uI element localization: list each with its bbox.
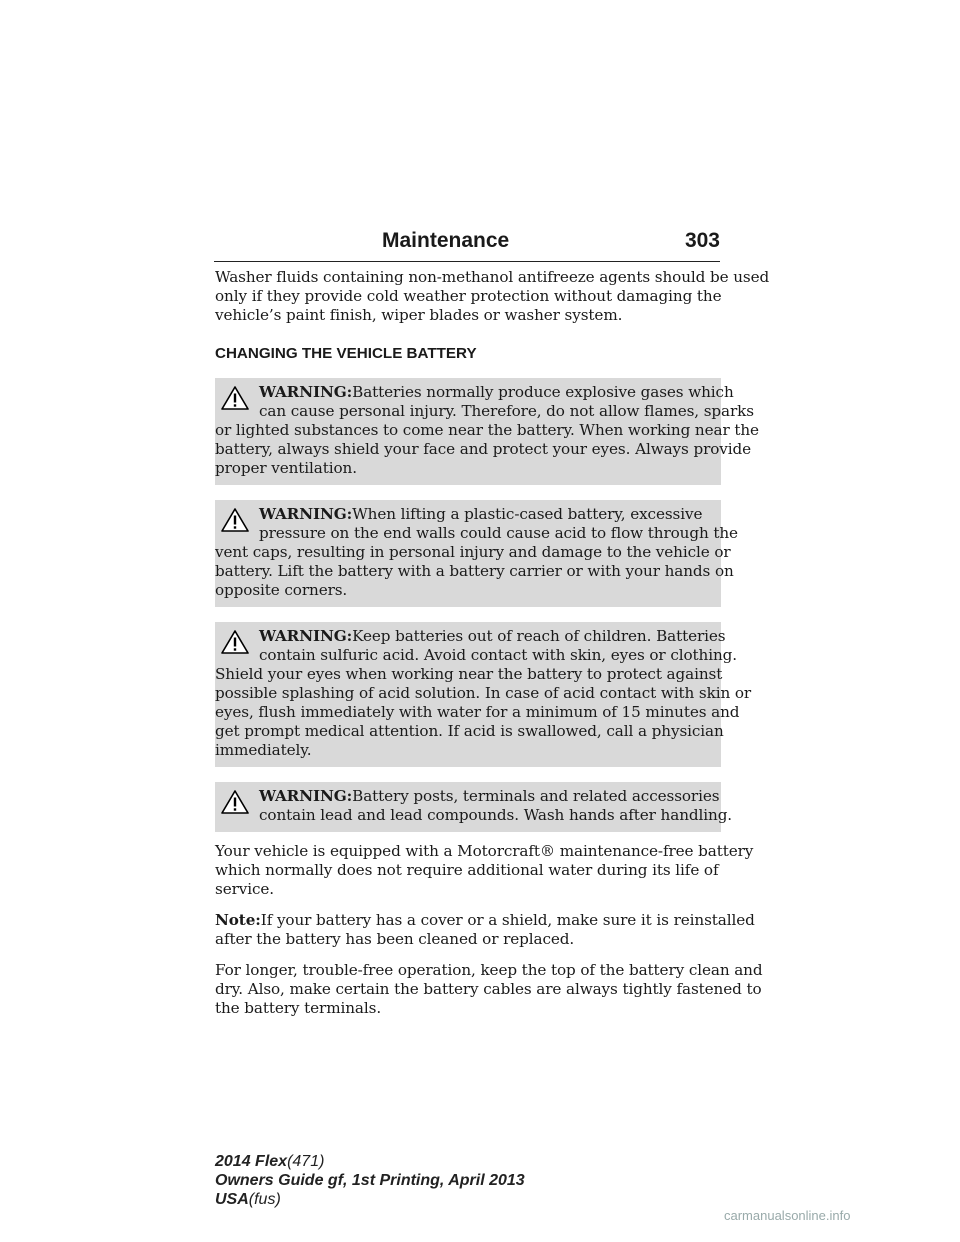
footer-model: 2014 Flex xyxy=(215,1153,288,1170)
footer-region: USA xyxy=(215,1191,249,1208)
warning-triangle-icon xyxy=(221,630,249,654)
footer-edition: Owners Guide gf, 1st Printing, April 2013 xyxy=(215,1172,525,1189)
intro-paragraph: Washer fluids containing non-methanol antifreeze agents should be used only if they provide cold weather protection without damaging the vehicle’s paint finish, wiper blades or washer system. xyxy=(215,268,770,324)
warning-label: WARNING: xyxy=(259,505,353,523)
warning-box: WARNING:When lifting a plastic-cased battery, excessive pressure on the end walls could cause acid to flow through the vent caps, resulting in personal injury and damage to the vehicle or battery. Lift the battery with a battery carrier or with your hands on opposite corners. xyxy=(215,500,721,607)
page-header xyxy=(214,229,720,262)
note-label: Note: xyxy=(215,911,261,929)
warning-triangle-icon xyxy=(221,386,249,410)
warning-triangle-icon xyxy=(221,508,249,532)
page-title: Maintenance xyxy=(382,229,510,252)
warning-label: WARNING: xyxy=(259,787,353,805)
watermark: carmanualsonline.info xyxy=(724,1208,851,1223)
warning-box: WARNING:Battery posts, terminals and related accessories contain lead and lead compounds. Wash hands after handling. xyxy=(215,782,721,832)
warning-label: WARNING: xyxy=(259,627,353,645)
warning-box: WARNING:Batteries normally produce explosive gases which can cause personal injury. Therefore, do not allow flames, sparks or lighted substances to come near the battery. When working near the battery, always shield your face and protect your eyes. Always provide proper ventilation. xyxy=(215,378,721,485)
warning-triangle-icon xyxy=(221,790,249,814)
warning-label: WARNING: xyxy=(259,383,353,401)
page-number: 303 xyxy=(684,229,720,252)
note-paragraph: Note:If your battery has a cover or a shield, make sure it is reinstalled after the battery has been cleaned or replaced. xyxy=(215,911,755,948)
longer-operation-paragraph: For longer, trouble-free operation, keep the top of the battery clean and dry. Also, make certain the battery cables are always tightly fastened to the battery terminals. xyxy=(215,961,763,1017)
motorcraft-paragraph: Your vehicle is equipped with a Motorcraft® maintenance-free battery which normally does not require additional water during its life of service. xyxy=(215,842,754,898)
section-heading: CHANGING THE VEHICLE BATTERY xyxy=(215,345,477,362)
warning-box: WARNING:Keep batteries out of reach of children. Batteries contain sulfuric acid. Avoid contact with skin, eyes or clothing. Shield your eyes when working near the battery to protect against possible splashing of acid solution. In case of acid contact with skin or eyes, flush immediately with water for a minimum of 15 minutes and get prompt medical attention. If acid is swallowed, call a physician immediately. xyxy=(215,622,721,767)
page-content xyxy=(215,268,770,1030)
page-footer: 2014 Flex(471) Owners Guide gf, 1st Printing, April 2013 USA(fus) xyxy=(215,1153,525,1208)
